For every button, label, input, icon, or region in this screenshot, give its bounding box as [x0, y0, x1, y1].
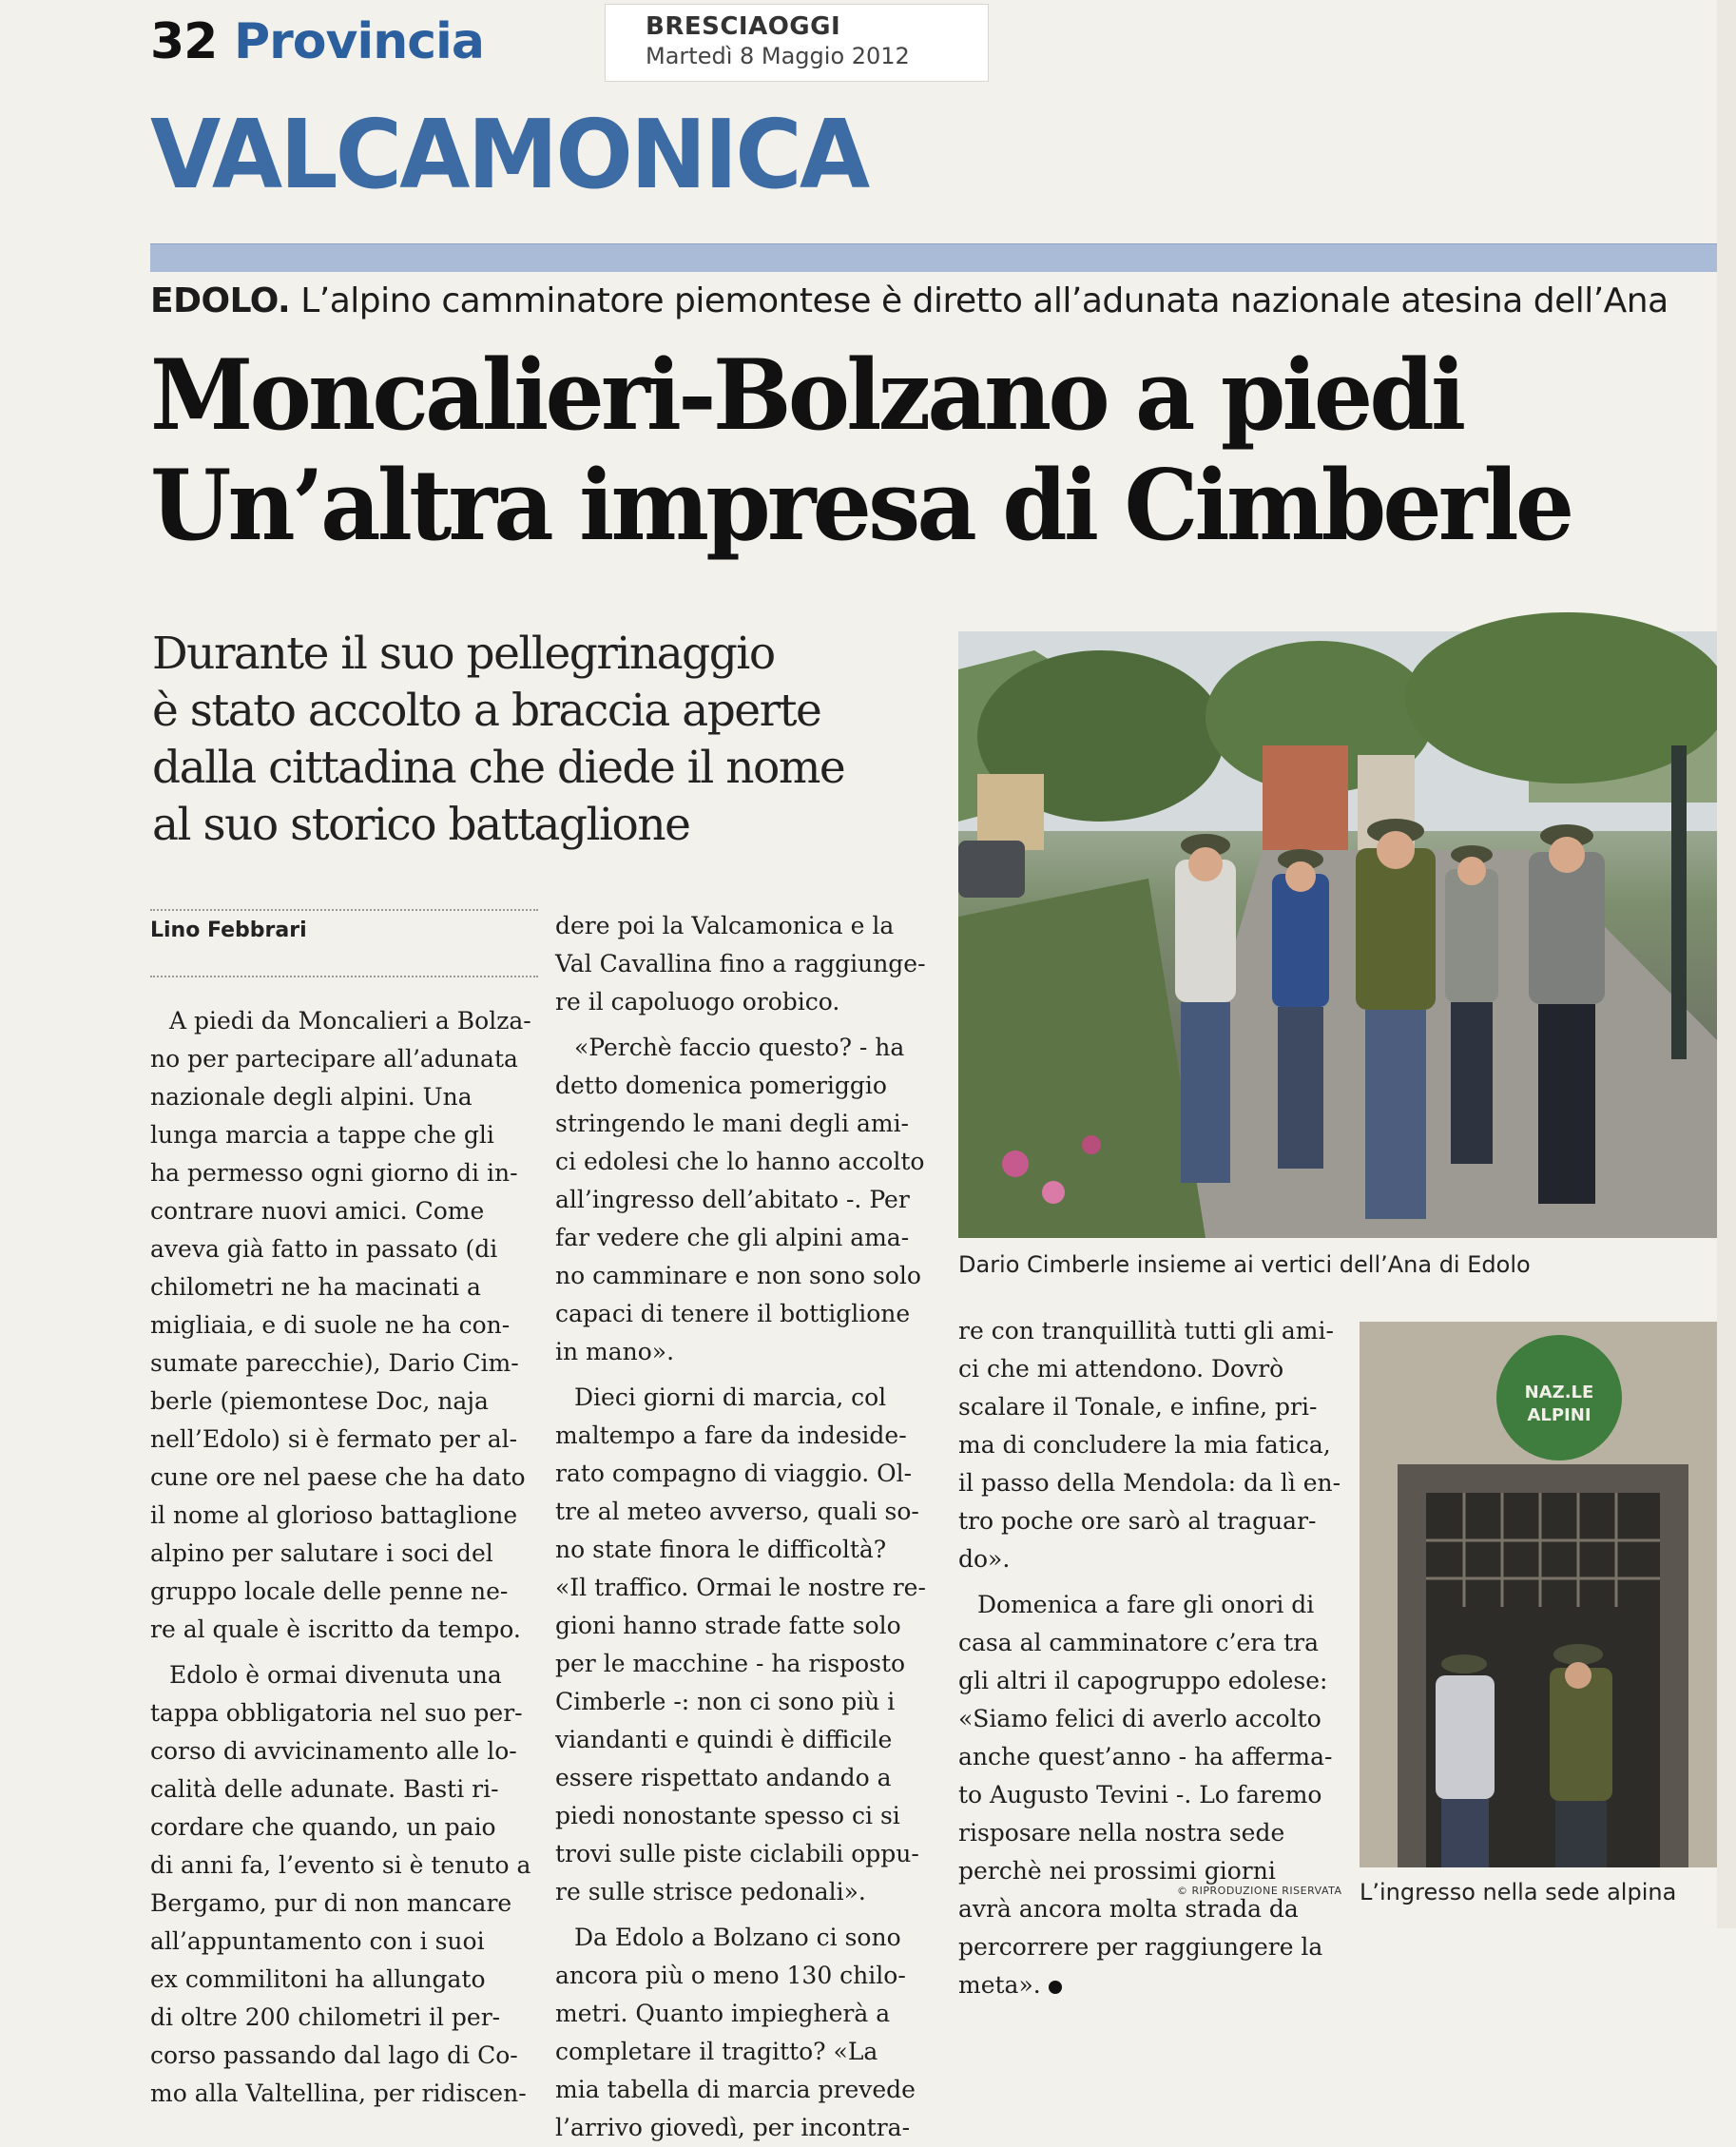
body-line: re con tranquillità tutti gli ami-	[958, 1317, 1334, 1344]
body-line: cune ore nel paese che ha dato	[150, 1463, 526, 1491]
paragraph-gap	[150, 1649, 538, 1656]
body-line: aveva già fatto in passato (di	[150, 1235, 498, 1263]
body-line: no state finora le difficoltà?	[555, 1536, 887, 1563]
body-line: completare il tragitto? «La	[555, 2038, 878, 2065]
headline-line-1: Moncalieri-Bolzano a piedi	[150, 338, 1463, 453]
body-line: ma di concludere la mia fatica,	[958, 1431, 1331, 1459]
body-line: di oltre 200 chilometri il per-	[150, 2003, 501, 2031]
page-edge	[1717, 0, 1736, 1928]
body-line: corso di avvicinamento alle lo-	[150, 1737, 517, 1765]
body-line: re il capoluogo orobico.	[555, 988, 840, 1015]
photo-alpini-walking	[958, 631, 1726, 1238]
body-line: tre al meteo avverso, quali so-	[555, 1498, 919, 1525]
body-line: tappa obbligatoria nel suo per-	[150, 1699, 523, 1727]
body-line: all’ingresso dell’abitato -. Per	[555, 1186, 910, 1213]
body-line: mo alla Valtellina, per ridiscen-	[150, 2079, 527, 2107]
body-column-3	[958, 1312, 1346, 2004]
photo-alpini-illustration	[958, 631, 1726, 1238]
body-column-1	[150, 1002, 538, 2113]
body-line: gruppo locale delle penne ne-	[150, 1577, 509, 1605]
body-line: di anni fa, l’evento si è tenuto a	[150, 1851, 531, 1879]
summary	[152, 626, 951, 854]
body-line: tro poche ore sarò al traguar-	[958, 1507, 1317, 1535]
summary-line: dalla cittadina che diede il nome	[152, 742, 845, 794]
body-line: l’arrivo giovedì, per incontra-	[555, 2114, 911, 2141]
summary-line: Durante il suo pellegrinaggio	[152, 628, 775, 680]
body-line: re sulle strisce pedonali».	[555, 1878, 866, 1905]
body-line: ci che mi attendono. Dovrò	[958, 1355, 1284, 1383]
body-column-2	[555, 907, 943, 2147]
issue-date: Martedì 8 Maggio 2012	[646, 43, 910, 69]
body-line: Domenica a fare gli onori di	[977, 1591, 1315, 1618]
end-of-article-bullet	[1049, 1981, 1062, 1994]
body-line: percorrere per raggiungere la	[958, 1933, 1323, 1961]
paragraph-gap	[555, 1911, 943, 1919]
body-line: avrà ancora molta strada da	[958, 1895, 1299, 1923]
body-line: «Siamo felici di averlo accolto	[958, 1705, 1321, 1732]
body-line: anche quest’anno - ha afferma-	[958, 1743, 1333, 1770]
body-line: per le macchine - ha risposto	[555, 1650, 906, 1677]
body-line: «Perchè faccio questo? - ha	[574, 1034, 905, 1061]
body-line: capaci di tenere il bottiglione	[555, 1300, 911, 1327]
body-line: nell’Edolo) si è fermato per al-	[150, 1425, 518, 1453]
body-line: Val Cavallina fino a raggiunge-	[555, 950, 926, 977]
body-line: il passo della Mendola: da lì en-	[958, 1469, 1341, 1497]
overline	[150, 281, 1668, 320]
body-line: il nome al glorioso battaglione	[150, 1501, 518, 1529]
byline: Lino Febbrari	[150, 919, 307, 942]
body-line: migliaia, e di suole ne ha con-	[150, 1311, 511, 1339]
body-line: piedi nonostante spesso ci si	[555, 1802, 900, 1829]
paragraph-gap	[958, 1578, 1346, 1586]
body-line: all’appuntamento con i suoi	[150, 1927, 485, 1955]
body-line: lunga marcia a tappe che gli	[150, 1121, 494, 1149]
body-line: Cimberle -: non ci sono più i	[555, 1688, 896, 1715]
body-line: casa al camminatore c’era tra	[958, 1629, 1319, 1656]
body-line: corso passando dal lago di Co-	[150, 2041, 518, 2069]
body-line: meta».	[958, 1966, 1346, 2004]
body-line: maltempo a fare da indeside-	[555, 1422, 907, 1449]
photo-entrance-illustration	[1360, 1322, 1726, 1867]
body-line: do».	[958, 1545, 1011, 1573]
body-line: chilometri ne ha macinati a	[150, 1273, 481, 1301]
body-line: sumate parecchie), Dario Cim-	[150, 1349, 519, 1377]
body-line: «Il traffico. Ormai le nostre re-	[555, 1574, 926, 1601]
body-line: viandanti e quindi è difficile	[555, 1726, 893, 1753]
body-line: mia tabella di marcia prevede	[555, 2076, 916, 2103]
body-line: gli altri il capogruppo edolese:	[958, 1667, 1328, 1694]
body-line: no camminare e non sono solo	[555, 1262, 921, 1289]
body-line: re al quale è iscritto da tempo.	[150, 1615, 521, 1643]
body-line: to Augusto Tevini -. Lo faremo	[958, 1781, 1322, 1809]
body-line: cordare che quando, un paio	[150, 1813, 496, 1841]
headline-line-2: Un’altra impresa di Cimberle	[150, 449, 1572, 563]
body-line: stringendo le mani degli ami-	[555, 1110, 910, 1137]
overline-text: L’alpino camminatore piemontese è diretto all’adunata nazionale atesina dell’Ana	[300, 281, 1668, 320]
body-line: ancora più o meno 130 chilo-	[555, 1962, 906, 1989]
body-line: ex commilitoni ha allungato	[150, 1965, 486, 1993]
body-line: calità delle adunate. Basti ri-	[150, 1775, 499, 1803]
copyright-notice: © RIPRODUZIONE RISERVATA	[1177, 1885, 1342, 1897]
overline-location: EDOLO.	[150, 281, 291, 320]
paragraph-gap	[555, 1371, 943, 1379]
masthead-stamp	[605, 4, 989, 82]
body-line: Bergamo, pur di non mancare	[150, 1889, 512, 1917]
body-line: Da Edolo a Bolzano ci sono	[574, 1924, 901, 1951]
body-line: contrare nuovi amici. Come	[150, 1197, 485, 1225]
body-line: essere rispettato andando a	[555, 1764, 892, 1791]
body-line: A piedi da Moncalieri a Bolza-	[169, 1007, 531, 1035]
sign-text-2: ALPINI	[1527, 1405, 1591, 1425]
photo-caption-1: Dario Cimberle insieme ai vertici dell’Ana di Edolo	[958, 1251, 1531, 1278]
body-line: berle (piemontese Doc, naja	[150, 1387, 489, 1415]
body-line: in mano».	[555, 1338, 675, 1365]
body-line: detto domenica pomeriggio	[555, 1072, 887, 1099]
body-line: perchè nei prossimi giorni	[958, 1857, 1276, 1885]
byline-top-rule	[150, 909, 538, 911]
section-title: Provincia	[234, 13, 484, 70]
page-number: 32	[150, 13, 218, 70]
body-line: ha permesso ogni giorno di in-	[150, 1159, 518, 1187]
summary-line: al suo storico battaglione	[152, 799, 690, 851]
body-line: metri. Quanto impiegherà a	[555, 2000, 891, 2027]
body-line: far vedere che gli alpini ama-	[555, 1224, 910, 1251]
body-line: nazionale degli alpini. Una	[150, 1083, 473, 1111]
body-line: no per partecipare all’adunata	[150, 1045, 518, 1073]
photo-alpini-headquarters	[1360, 1322, 1726, 1867]
body-line: gioni hanno strade fatte solo	[555, 1612, 901, 1639]
paragraph-gap	[555, 1021, 943, 1029]
body-line: scalare il Tonale, e infine, pri-	[958, 1393, 1318, 1421]
body-line: trovi sulle piste ciclabili oppu-	[555, 1840, 919, 1867]
body-line: alpino per salutare i soci del	[150, 1539, 493, 1567]
summary-line: è stato accolto a braccia aperte	[152, 685, 821, 737]
photo-caption-2: L’ingresso nella sede alpina	[1360, 1879, 1677, 1905]
newspaper-name: BRESCIAOGGI	[646, 12, 841, 41]
body-line: ci edolesi che lo hanno accolto	[555, 1148, 925, 1175]
body-line: risposare nella nostra sede	[958, 1819, 1285, 1847]
body-line: Edolo è ormai divenuta una	[169, 1661, 502, 1689]
sign-text-1: NAZ.LE	[1524, 1383, 1594, 1402]
body-line: Dieci giorni di marcia, col	[574, 1383, 887, 1411]
byline-bottom-rule	[150, 976, 538, 977]
body-line: dere poi la Valcamonica e la	[555, 912, 895, 939]
area-title: VALCAMONICA	[150, 99, 868, 210]
section-rule-band	[150, 243, 1736, 272]
body-line: rato compagno di viaggio. Ol-	[555, 1460, 913, 1487]
